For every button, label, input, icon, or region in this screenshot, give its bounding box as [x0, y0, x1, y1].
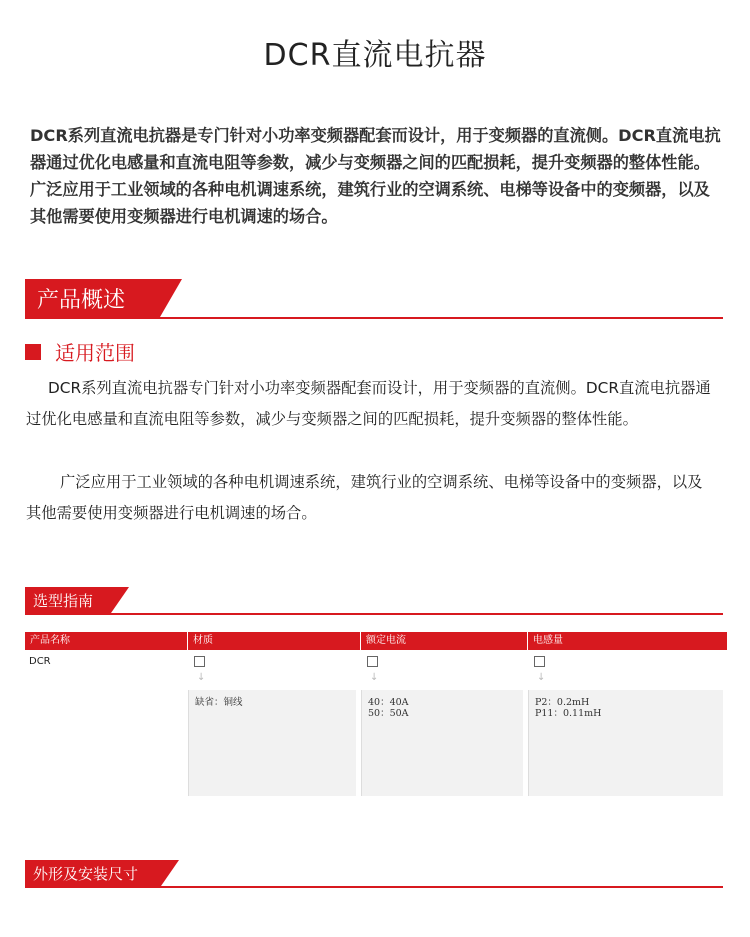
banner-title: 外形及安装尺寸 — [33, 865, 139, 883]
down-arrow-icon: ↓ — [537, 672, 546, 683]
option-item: 40：40A — [368, 697, 409, 708]
banner-divider — [25, 317, 723, 319]
column-header: 产品名称 — [25, 632, 187, 650]
bullet-square-icon — [25, 344, 41, 360]
banner-divider — [25, 886, 723, 888]
column-inductance — [528, 632, 727, 796]
column-material — [188, 632, 360, 796]
down-arrow-icon: ↓ — [197, 672, 206, 683]
section-banner-overview — [25, 279, 723, 319]
section-banner-dimensions — [25, 860, 723, 888]
options-panel — [361, 690, 523, 796]
product-name-value: DCR — [29, 656, 51, 667]
options-panel — [188, 690, 356, 796]
banner-title: 产品概述 — [37, 288, 126, 313]
option-item: 50：50A — [368, 708, 409, 719]
overview-paragraph-1: DCR系列直流电抗器专门针对小功率变频器配套而设计，用于变频器的直流侧。DCR直流电抗器通过优化电感量和直流电阻等参数，减少与变频器之间的匹配损耗，提升变频器的整体性能。 — [26, 379, 711, 428]
empty-checkbox-icon[interactable] — [367, 656, 378, 667]
column-product-name — [25, 632, 187, 796]
selection-table — [25, 632, 727, 796]
column-header: 额定电流 — [361, 632, 527, 650]
overview-paragraph-2: 广泛应用于工业领域的各种电机调速系统，建筑行业的空调系统、电梯等设备中的变频器，以及其他需要使用变频器进行电机调速的场合。 — [26, 473, 703, 522]
column-rated-current — [361, 632, 527, 796]
option-item: P11：0.11mH — [535, 708, 602, 719]
page-title: DCR直流电抗器 — [263, 38, 487, 73]
section-banner-selection — [25, 587, 723, 615]
option-item: 缺省：铜线 — [195, 697, 243, 708]
column-header: 电感量 — [528, 632, 727, 650]
banner-title: 选型指南 — [33, 592, 94, 610]
banner-divider — [25, 613, 723, 615]
empty-checkbox-icon[interactable] — [534, 656, 545, 667]
down-arrow-icon: ↓ — [370, 672, 379, 683]
option-item: P2：0.2mH — [535, 697, 590, 708]
intro-text: DCR系列直流电抗器是专门针对小功率变频器配套而设计，用于变频器的直流侧。DCR直流电抗器通过优化电感量和直流电阻等参数，减少与变频器之间的匹配损耗，提升变频器的整体性能。广泛应用于工业领域的各种电机调速系统，建筑行业的空调系统、电梯等设备中的变频器，以及其他需要使用变频器进行电机调速的场合。 — [30, 126, 721, 226]
empty-checkbox-icon[interactable] — [194, 656, 205, 667]
column-header: 材质 — [188, 632, 360, 650]
subheading-text: 适用范围 — [55, 341, 135, 365]
options-panel — [528, 690, 723, 796]
